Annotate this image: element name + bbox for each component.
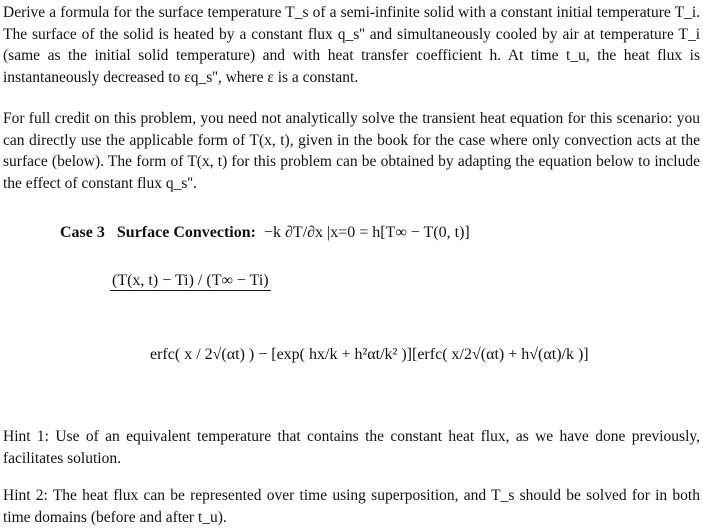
hint-1-text: Hint 1: Use of an equivalent temperature that contains the constant heat flux, as we have done previously, facilitates solution. xyxy=(3,428,700,467)
problem-statement-text: Derive a formula for the surface temperature T_s of a semi-infinite solid with a constant initial temperature T_i. The surface of the solid is heated by a constant flux q_s'' and simultaneously cooled by air at temperature T_i (same as the initial solid temperature) and with heat transfer coefficient h. At time t_u, the heat flux is instantaneously decreased to εq_s'', where ε is a constant. xyxy=(3,4,700,86)
solution-lhs-text: (T(x, t) − Ti) / (T∞ − Ti) xyxy=(112,272,269,289)
case-title: Surface Convection: xyxy=(116,224,256,241)
solution-line-1 xyxy=(110,272,271,291)
solution-rhs: erfc( x / 2√(αt) ) − [exp( hx/k + h²αt/k² )][erfc( x/2√(αt) + h√(αt)/k )] xyxy=(150,346,589,363)
instructions-paragraph xyxy=(3,108,700,194)
hint-1 xyxy=(3,426,700,469)
hint-2 xyxy=(3,485,700,528)
case-label: Case 3 xyxy=(60,224,105,241)
solution-line-2 xyxy=(150,346,610,364)
boundary-condition-line xyxy=(60,224,470,242)
hint-2-text: Hint 2: The heat flux can be represented over time using superposition, and T_s should be solved for in both time domains (before and after t_u). xyxy=(3,487,700,526)
problem-statement xyxy=(3,2,700,88)
solution-lhs xyxy=(110,272,271,291)
instructions-text: For full credit on this problem, you need not analytically solve the transient heat equation for this scenario: you can directly use the applicable form of T(x, t), given in the book for the case where only convection acts at the surface (below). The form of T(x, t) for this problem can be obtained by adapting the equation below to include the effect of constant flux q_s''. xyxy=(3,110,700,192)
boundary-condition: −k ∂T/∂x |x=0 = h[T∞ − T(0, t)] xyxy=(263,224,470,241)
